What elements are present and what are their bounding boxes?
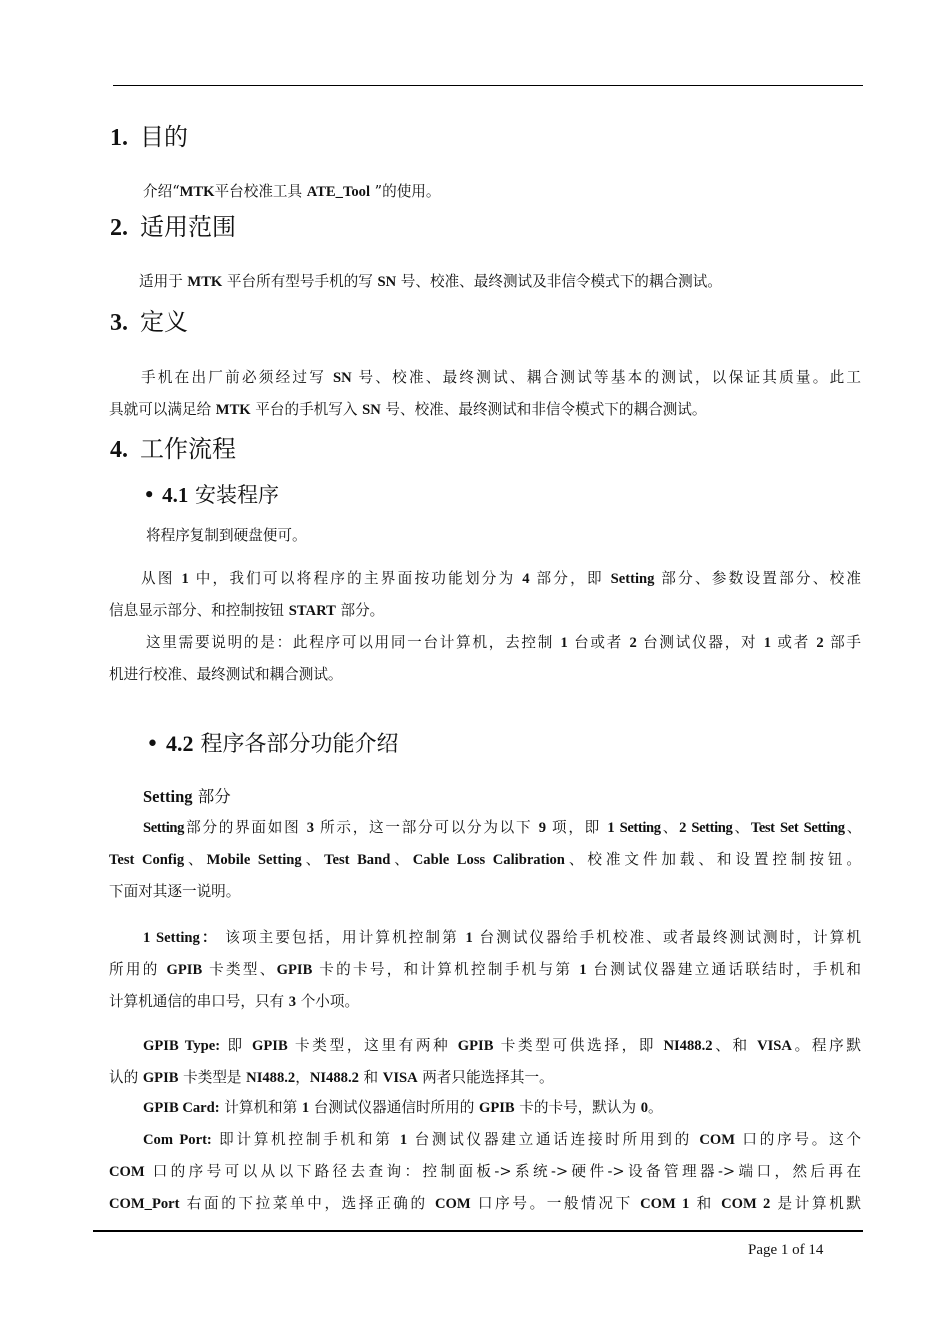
text: GPIB xyxy=(252,1038,288,1054)
section-number: 3. xyxy=(110,310,128,336)
text: 介绍“ xyxy=(143,183,180,200)
text: 该项主要包括，用计算机控制第 xyxy=(218,929,466,946)
text: 2 xyxy=(816,635,824,651)
text: Cable Loss Calibration xyxy=(412,852,565,868)
bullet: • xyxy=(143,483,163,507)
section-title: 定义 xyxy=(140,308,188,336)
text: 、 xyxy=(184,851,207,868)
text: 这里需要说明的是：此程序可以用同一台计算机，去控制 xyxy=(146,634,561,651)
section-heading-3 xyxy=(110,307,188,338)
text: 。程序默 xyxy=(791,1037,862,1054)
text: 4 xyxy=(522,571,530,587)
section-title: 工作流程 xyxy=(140,435,236,463)
text: ”的使用。 xyxy=(370,183,441,200)
text: MTK xyxy=(215,402,251,418)
text: 所用的 xyxy=(109,961,167,978)
text: MTK xyxy=(179,184,215,200)
text: 1 xyxy=(181,571,189,587)
text: 3 xyxy=(306,820,314,836)
text: 1 xyxy=(579,962,587,978)
text: COM xyxy=(109,1164,145,1180)
text: 、 xyxy=(390,851,413,868)
text: Setting xyxy=(143,787,193,806)
text: 1 Setting： xyxy=(143,930,219,946)
text: SN xyxy=(377,274,397,290)
text: 1 xyxy=(560,635,568,651)
text: Setting xyxy=(143,820,184,836)
text: 具就可以满足给 xyxy=(109,401,216,418)
text: Mobile Setting xyxy=(206,852,302,868)
text: 口序号。一般情况下 xyxy=(470,1195,641,1212)
gpib-card-paragraph xyxy=(143,1092,895,1124)
section-2-body xyxy=(139,266,891,298)
text: VISA xyxy=(757,1038,792,1054)
text: 从图 xyxy=(141,570,182,587)
text: 右面的下拉菜单中，选择正确的 xyxy=(179,1195,435,1212)
text: SN xyxy=(332,370,352,386)
text: 部分的界面如图 xyxy=(183,819,307,836)
setting-1-paragraph xyxy=(109,922,861,1018)
text: NI488.2 xyxy=(309,1070,359,1086)
text: 号、校准、最终测试及非信令模式下的耦合测试。 xyxy=(396,273,722,290)
text: 部分 xyxy=(192,787,231,806)
text: 适用于 xyxy=(139,273,188,290)
text: 台测试仪器建立通话连接时所用到的 xyxy=(407,1131,700,1148)
section-title: 目的 xyxy=(140,123,188,151)
text: 。 xyxy=(648,1099,663,1116)
text: Test Set Setting xyxy=(750,820,845,836)
text: 个小项。 xyxy=(296,993,360,1010)
text: COM 2 xyxy=(721,1196,771,1212)
text: 卡的卡号，和计算机控制手机与第 xyxy=(312,961,580,978)
bullet: • xyxy=(146,732,166,757)
text: 和 xyxy=(358,1069,383,1086)
text: GPIB Card: xyxy=(143,1100,220,1116)
text: START xyxy=(288,603,336,619)
section-heading-4 xyxy=(110,434,236,465)
text: 卡类型，这里有两种 xyxy=(287,1037,458,1054)
text: 、和 xyxy=(712,1037,758,1054)
text: 或者 xyxy=(771,634,817,651)
text: SN xyxy=(362,402,381,418)
text: 两者只能选择其一。 xyxy=(417,1069,554,1086)
text: 台或者 xyxy=(567,634,630,651)
section-3-body xyxy=(109,362,861,426)
text: 手机在出厂前必须经过写 xyxy=(141,369,333,386)
text: GPIB xyxy=(142,1070,179,1086)
subsection-title: 程序各部分功能介绍 xyxy=(193,732,399,757)
section-heading-2 xyxy=(110,212,236,243)
subsection-number: 4.1 xyxy=(162,483,189,507)
text: 卡类型、 xyxy=(202,961,277,978)
text: GPIB xyxy=(276,962,313,978)
text: 计算机通信的串口号，只有 xyxy=(109,993,289,1010)
text: 卡类型可供选择，即 xyxy=(493,1037,664,1054)
text: 机进行校准、最终测试和耦合测试。 xyxy=(109,666,343,683)
note-paragraph xyxy=(109,627,861,691)
text: 认的 xyxy=(109,1069,143,1086)
footer-rule xyxy=(93,1230,863,1232)
subsection-title: 安装程序 xyxy=(188,483,279,507)
text: 2 xyxy=(629,635,637,651)
subsection-heading-4-1 xyxy=(143,482,279,508)
text: 口的序号可以从以下路径去查询：控制面板->系统->硬件->设备管理器->端口，然后再在 xyxy=(144,1163,861,1180)
section-title: 适用范围 xyxy=(140,213,236,241)
text: 是计算机默 xyxy=(770,1195,861,1212)
section-number: 4. xyxy=(110,437,128,463)
text: 所示，这一部分可以分为以下 xyxy=(313,819,539,836)
section-number: 2. xyxy=(110,215,128,241)
text: 部分。 xyxy=(335,602,385,619)
section-1-body xyxy=(143,176,895,208)
text: 1 xyxy=(399,1132,408,1148)
com-port-paragraph xyxy=(109,1124,861,1220)
main-ui-paragraph xyxy=(109,563,861,627)
text: 、校准文件加载、和设置控制按钮。 xyxy=(564,851,861,868)
text: 下面对其逐一说明。 xyxy=(109,883,241,900)
text: VISA xyxy=(382,1070,418,1086)
text: Com Port: xyxy=(143,1132,212,1148)
text: 卡的卡号，默认为 xyxy=(514,1099,641,1116)
text: 卡类型是 xyxy=(178,1069,247,1086)
text: ATE_Tool xyxy=(306,184,370,200)
subsection-heading-4-2 xyxy=(146,731,398,758)
text: 信息显示部分、和控制按钮 xyxy=(109,602,289,619)
text: COM_Port xyxy=(109,1196,180,1212)
text: ， xyxy=(295,1069,310,1086)
text: 9 xyxy=(538,820,546,836)
text: Setting xyxy=(610,571,655,587)
text: 台测试仪器，对 xyxy=(636,634,764,651)
text: NI488.2 xyxy=(663,1038,713,1054)
setting-intro-paragraph xyxy=(109,812,861,908)
text: 部分、参数设置部分、校准 xyxy=(654,570,862,587)
text: Test Band xyxy=(324,852,391,868)
text: 、 xyxy=(732,819,751,836)
header-rule xyxy=(113,85,863,86)
text: NI488.2 xyxy=(246,1070,296,1086)
text: MTK xyxy=(187,274,223,290)
text: COM xyxy=(435,1196,471,1212)
text: 中，我们可以将程序的主界面按功能划分为 xyxy=(188,570,523,587)
setting-heading xyxy=(143,783,231,807)
text: 号、校准、最终测试、耦合测试等基本的测试，以保证其质量。此工 xyxy=(351,369,861,386)
text: 台测试仪器建立通话联结时，手机和 xyxy=(586,961,862,978)
text: 即计算机控制手机和第 xyxy=(211,1131,400,1148)
text: 台测试仪器给手机校准、或者最终测试测时，计算机 xyxy=(472,929,861,946)
text: 部分，即 xyxy=(529,570,611,587)
text: 和 xyxy=(689,1195,722,1212)
text: 、 xyxy=(301,851,325,868)
text: 、 xyxy=(844,819,861,836)
text: GPIB Type: xyxy=(143,1038,221,1054)
text: 1 xyxy=(763,635,772,651)
text: 1 xyxy=(465,930,473,946)
text: Test Config xyxy=(109,852,185,868)
subsection-number: 4.2 xyxy=(165,731,194,756)
text: 口的序号。这个 xyxy=(735,1131,862,1148)
text: 平台校准工具 xyxy=(214,183,307,200)
text: 2 Setting xyxy=(679,820,733,836)
text: COM xyxy=(699,1132,736,1148)
page-number: Page 1 of 14 xyxy=(748,1242,824,1258)
section-heading-1 xyxy=(110,122,188,153)
text: 即 xyxy=(220,1037,253,1054)
text: 、 xyxy=(660,819,680,836)
text: COM 1 xyxy=(640,1196,690,1212)
text: 0 xyxy=(640,1100,648,1116)
text: GPIB xyxy=(457,1038,494,1054)
text: 号、校准、最终测试和非信令模式下的耦合测试。 xyxy=(380,401,707,418)
text: 将程序复制到硬盘便可。 xyxy=(146,527,307,544)
text: 1 Setting xyxy=(607,820,661,836)
text: 计算机和第 xyxy=(219,1099,302,1116)
text: 3 xyxy=(288,994,297,1010)
text: 项，即 xyxy=(545,819,608,836)
text: GPIB xyxy=(478,1100,515,1116)
text: 台测试仪器通信时所用的 xyxy=(309,1099,479,1116)
text: GPIB xyxy=(166,962,203,978)
gpib-type-paragraph xyxy=(109,1030,861,1094)
text: 部手 xyxy=(823,634,862,651)
text: 1 xyxy=(301,1100,310,1116)
text: 平台所有型号手机的写 xyxy=(222,273,378,290)
section-number: 1. xyxy=(110,125,128,151)
install-paragraph xyxy=(146,520,898,552)
text: 平台的手机写入 xyxy=(250,401,363,418)
